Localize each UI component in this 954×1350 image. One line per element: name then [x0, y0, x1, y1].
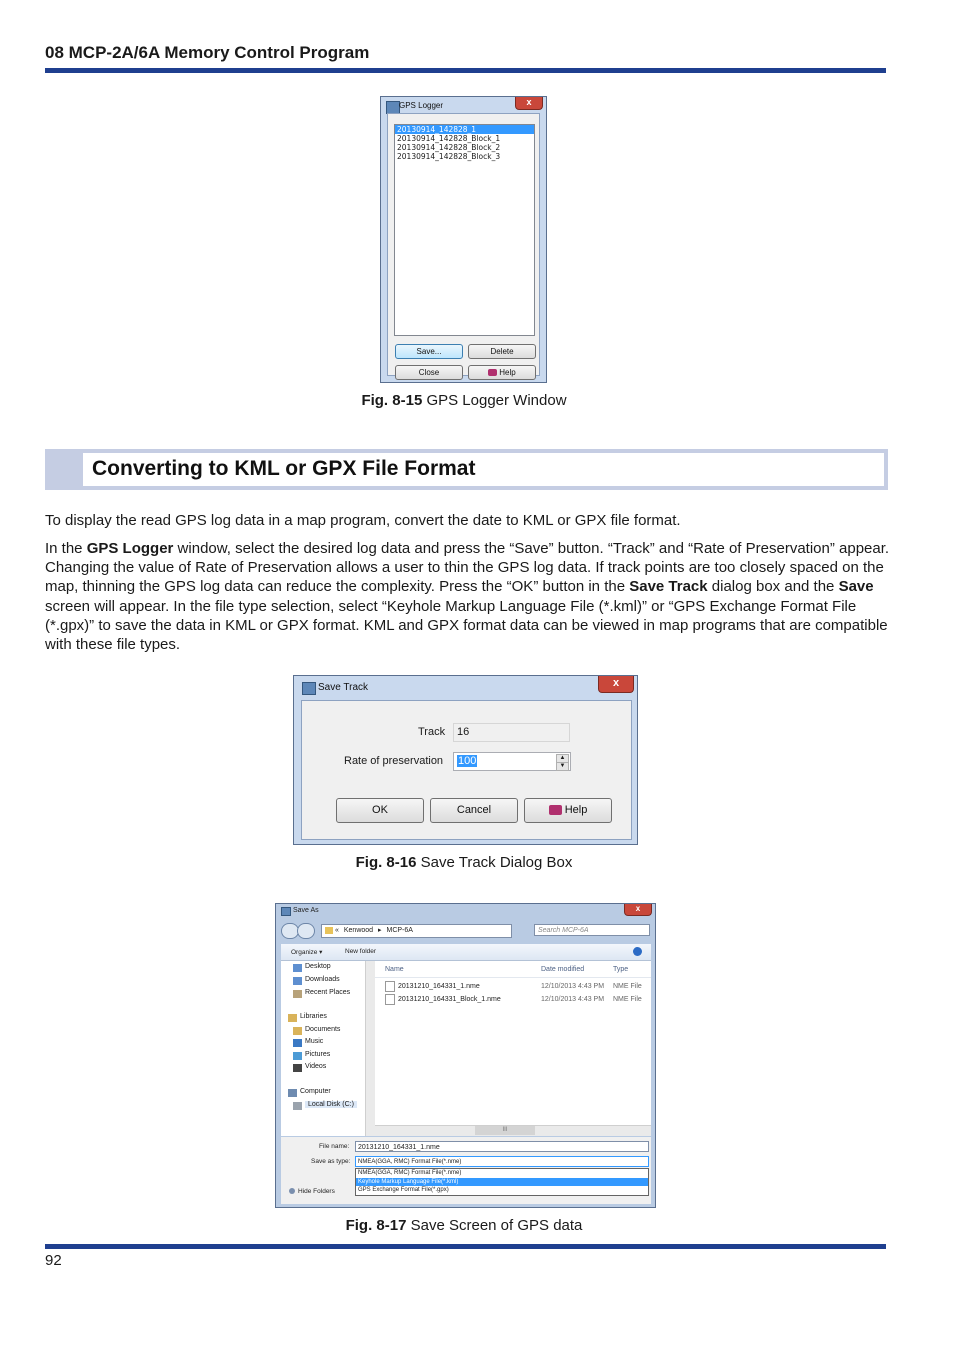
fig-8-15-caption	[300, 392, 628, 409]
save-as-title: Save As	[293, 907, 319, 914]
recent-places-icon	[293, 990, 302, 998]
hide-folders-label: Hide Folders	[298, 1188, 335, 1195]
window-icon	[281, 907, 291, 916]
nav-downloads[interactable]: Downloads	[305, 976, 340, 983]
downloads-icon	[293, 977, 302, 985]
text-run: window, select the desired log data and press the “Save” button. “Track” and “Rate of Preservation” appear. Changing the value of Rate of Preservation allows a user to thin the GPS log data. If track points are too closely spaced on the map, thinning the GPS log data can reduce the complexity. Press the “OK” button in the	[45, 540, 890, 596]
caption-text: GPS Logger Window	[422, 392, 567, 409]
list-item[interactable]: 20130914_142828_Block_1	[397, 134, 501, 143]
pictures-icon	[293, 1052, 302, 1060]
nav-recent-places[interactable]: Recent Places	[305, 989, 351, 996]
nav-scrollbar[interactable]	[365, 961, 375, 1136]
file-type: NME File	[613, 996, 642, 1003]
track-field: 16	[453, 723, 570, 742]
column-name[interactable]: Name	[385, 966, 404, 973]
text-run: In the	[45, 540, 87, 557]
address-bar[interactable]	[321, 924, 512, 938]
save-button[interactable]: Save...	[395, 344, 463, 359]
bold-save: Save	[838, 578, 874, 596]
save-as-type-dropdown	[355, 1168, 649, 1196]
close-window-button[interactable]: x	[624, 904, 652, 916]
page-header-title: 08 MCP-2A/6A Memory Control Program	[45, 43, 370, 62]
file-name-label: File name:	[319, 1143, 350, 1150]
footer-rule	[45, 1244, 886, 1249]
save-track-title: Save Track	[318, 682, 369, 693]
nav-desktop[interactable]: Desktop	[305, 963, 331, 970]
chevron-up-icon	[289, 1188, 295, 1194]
nav-documents[interactable]: Documents	[305, 1026, 341, 1033]
column-date-modified[interactable]: Date modified	[541, 966, 585, 973]
section-title: Converting to KML or GPX File Format	[92, 457, 476, 480]
close-button[interactable]: Close	[395, 365, 463, 380]
type-option-nmea[interactable]: NMEA(GGA, RMC) Format File(*.nme)	[358, 1170, 462, 1176]
save-track-window	[293, 675, 638, 845]
breadcrumb-sep: «	[335, 927, 339, 934]
list-item[interactable]: 20130914_142828_Block_2	[397, 143, 501, 152]
breadcrumb-mcp-6a[interactable]: MCP-6A	[386, 927, 413, 934]
help-book-icon	[488, 369, 497, 376]
file-name[interactable]: 20131210_164331_1.nme	[398, 983, 480, 990]
save-as-toolbar	[281, 944, 651, 961]
nav-pictures[interactable]: Pictures	[305, 1051, 331, 1058]
organize-menu[interactable]: Organize ▾	[291, 949, 323, 956]
horizontal-scrollbar[interactable]	[375, 1125, 651, 1136]
column-type[interactable]: Type	[613, 966, 629, 973]
local-disk-icon	[293, 1102, 302, 1110]
help-button[interactable]	[524, 798, 612, 823]
list-item[interactable]: 20130914_142828_Block_3	[397, 152, 501, 161]
text-run: screen will appear. In the file type selection, select “Keyhole Markup Language File (*.kml)” or “GPS Exchange Format File (*.gpx)” to save the data in KML or GPX format. KML and GPX format data can be viewed in map programs that are compatible with these file types.	[45, 597, 888, 654]
file-date: 12/10/2013 4:43 PM	[541, 996, 605, 1003]
caption-number: Fig. 8-17	[345, 1217, 407, 1234]
track-label: Track	[418, 726, 446, 738]
save-as-type-label: Save as type:	[311, 1158, 351, 1165]
file-date: 12/10/2013 4:43 PM	[541, 983, 605, 990]
header-rule	[45, 68, 886, 73]
rate-value: 100	[458, 755, 477, 767]
header-divider	[375, 977, 651, 978]
fig-8-16-caption	[300, 854, 628, 871]
computer-icon	[288, 1089, 297, 1097]
delete-button[interactable]: Delete	[468, 344, 536, 359]
type-option-kml[interactable]: Keyhole Markup Language File(*.kml)	[356, 1178, 648, 1187]
paragraph-instructions	[45, 539, 890, 654]
close-window-button[interactable]: x	[598, 676, 634, 693]
save-track-body	[301, 700, 632, 840]
breadcrumb-arrow: ▸	[378, 927, 382, 934]
file-name-input[interactable]: 20131210_164331_1.nme	[355, 1141, 649, 1152]
help-button[interactable]	[468, 365, 536, 380]
ok-button[interactable]: OK	[336, 798, 424, 823]
help-icon[interactable]	[633, 947, 642, 956]
gps-logger-body	[387, 113, 540, 376]
paragraph-intro: To display the read GPS log data in a map program, convert the date to KML or GPX file format.	[45, 512, 681, 529]
file-list-pane	[375, 961, 651, 1136]
file-type: NME File	[613, 983, 642, 990]
caption-number: Fig. 8-16	[355, 854, 417, 871]
hide-folders-button[interactable]	[289, 1188, 335, 1195]
nav-local-disk[interactable]: Local Disk (C:)	[305, 1101, 357, 1108]
forward-button[interactable]	[297, 923, 315, 939]
rate-of-preservation-label: Rate of preservation	[344, 755, 444, 767]
list-item[interactable]: 20130914_142828_1	[395, 125, 534, 134]
rate-of-preservation-input[interactable]	[453, 752, 571, 771]
bold-save-track: Save Track	[629, 578, 708, 596]
spinner-up-icon[interactable]: ▲	[556, 754, 569, 763]
spinner-down-icon[interactable]: ▼	[556, 762, 569, 771]
file-name[interactable]: 20131210_164331_Block_1.nme	[398, 996, 501, 1003]
music-icon	[293, 1039, 302, 1047]
caption-text: Save Track Dialog Box	[416, 854, 573, 871]
scroll-thumb[interactable]: III	[475, 1126, 535, 1135]
file-icon	[385, 981, 395, 992]
close-window-button[interactable]: x	[515, 97, 543, 110]
save-track-titlebar	[294, 676, 637, 698]
save-as-window	[275, 903, 656, 1208]
gps-log-list[interactable]	[394, 124, 535, 336]
caption-number: Fig. 8-15	[361, 392, 423, 409]
help-button-label: Help	[564, 804, 588, 816]
type-option-gpx[interactable]: GPS Exchange Format File(*.gpx)	[358, 1187, 449, 1193]
gps-logger-title: GPS Logger	[399, 101, 444, 110]
section-heading-box	[45, 449, 888, 490]
save-form	[281, 1137, 651, 1204]
cancel-button[interactable]: Cancel	[430, 798, 518, 823]
nav-computer[interactable]: Computer	[300, 1088, 331, 1095]
file-icon	[385, 994, 395, 1005]
caption-text: Save Screen of GPS data	[406, 1217, 583, 1234]
section-heading-inner	[83, 453, 884, 486]
nav-libraries[interactable]: Libraries	[300, 1013, 327, 1020]
page-number: 92	[45, 1252, 62, 1269]
help-button-label: Help	[499, 368, 516, 377]
text-run: dialog box and the	[707, 578, 839, 596]
folder-icon	[325, 927, 333, 934]
bold-gps-logger: GPS Logger	[86, 540, 174, 557]
save-as-type-select[interactable]: NMEA(GGA, RMC) Format File(*.nme)	[355, 1156, 649, 1167]
desktop-icon	[293, 964, 302, 972]
breadcrumb-kenwood[interactable]: Kenwood	[343, 927, 374, 934]
search-input[interactable]: Search MCP-6A	[534, 924, 650, 936]
nav-music[interactable]: Music	[305, 1038, 324, 1045]
navigation-pane	[281, 961, 374, 1136]
help-book-icon	[549, 805, 562, 815]
videos-icon	[293, 1064, 302, 1072]
documents-icon	[293, 1027, 302, 1035]
save-as-titlebar	[276, 904, 655, 918]
nav-videos[interactable]: Videos	[305, 1063, 327, 1070]
gps-logger-window	[380, 96, 547, 383]
new-folder-button[interactable]: New folder	[345, 948, 377, 955]
fig-8-17-caption	[300, 1217, 628, 1234]
window-icon	[302, 682, 316, 695]
libraries-icon	[288, 1014, 297, 1022]
